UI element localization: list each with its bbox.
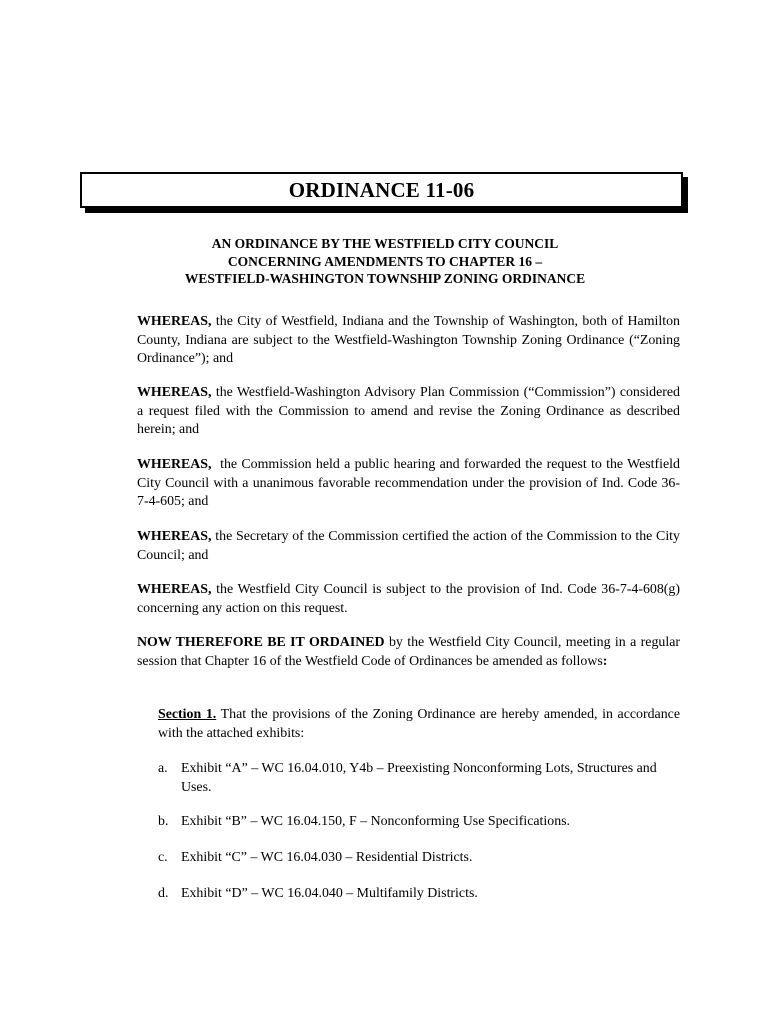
subtitle-line: AN ORDINANCE BY THE WESTFIELD CITY COUNCIL <box>211 236 559 251</box>
ordinance-subtitle <box>100 235 670 288</box>
whereas-label: WHEREAS, <box>137 457 212 472</box>
exhibit-item-d <box>158 885 680 904</box>
whereas-text: the Westfield-Washington Advisory Plan Commission (“Commission”) considered a request filed with the Commission to amend and revise the Zoning Ordinance as described herein; and <box>137 385 680 437</box>
exhibit-text: Exhibit “A” – WC 16.04.010, Y4b – Preexisting Nonconforming Lots, Structures and Uses. <box>181 761 657 795</box>
whereas-paragraph-5 <box>137 581 680 618</box>
exhibit-text: Exhibit “B” – WC 16.04.150, F – Nonconforming Use Specifications. <box>181 814 571 829</box>
subtitle-line: WESTFIELD-WASHINGTON TOWNSHIP ZONING ORDINANCE <box>184 271 586 286</box>
section-text: That the provisions of the Zoning Ordinance are hereby amended, in accordance with the attached exhibits: <box>158 707 680 741</box>
now-therefore-label: NOW THEREFORE BE IT ORDAINED <box>137 635 385 650</box>
exhibit-letter: b. <box>158 814 169 829</box>
title-box <box>80 172 683 208</box>
ordinance-title: ORDINANCE 11-06 <box>288 177 475 202</box>
whereas-label: WHEREAS, <box>137 314 212 329</box>
exhibit-item-c <box>158 849 680 868</box>
whereas-paragraph-4 <box>137 528 680 565</box>
whereas-label: WHEREAS, <box>137 385 212 400</box>
section-label: Section 1. <box>158 707 217 722</box>
now-therefore-colon: : <box>602 653 608 669</box>
whereas-paragraph-2 <box>137 384 680 440</box>
whereas-label: WHEREAS, <box>137 529 212 544</box>
section-1-paragraph <box>158 706 680 743</box>
whereas-text: the Secretary of the Commission certified the action of the Commission to the City Council; and <box>137 529 680 563</box>
whereas-text: the Westfield City Council is subject to the provision of Ind. Code 36-7-4-608(g) concerning any action on this request. <box>137 582 680 616</box>
whereas-paragraph-1 <box>137 313 680 369</box>
whereas-text: the City of Westfield, Indiana and the Township of Washington, both of Hamilton County, Indiana are subject to the Westfield-Washington Township Zoning Ordinance (“Zoning Ordinance”); and <box>137 314 680 366</box>
exhibit-item-b <box>158 813 680 832</box>
exhibit-item-a <box>158 760 680 797</box>
now-therefore-paragraph <box>137 634 680 671</box>
exhibit-letter: d. <box>158 886 169 901</box>
exhibit-letter: c. <box>158 850 168 865</box>
now-therefore-text: by the Westfield City Council, meeting in a regular session that Chapter 16 of the Westfield Code of Ordinances be amended as follows <box>137 635 680 669</box>
whereas-paragraph-3 <box>137 456 684 512</box>
exhibit-letter: a. <box>158 761 168 776</box>
subtitle-line: CONCERNING AMENDMENTS TO CHAPTER 16 – <box>227 253 543 269</box>
exhibit-text: Exhibit “D” – WC 16.04.040 – Multifamily Districts. <box>181 886 478 901</box>
whereas-label: WHEREAS, <box>137 582 212 597</box>
exhibit-text: Exhibit “C” – WC 16.04.030 – Residential Districts. <box>181 850 473 865</box>
whereas-text: the Commission held a public hearing and forwarded the request to the Westfield City Council with a unanimous favorable recommendation under the provision of Ind. Code 36-7-4-605; and <box>137 457 684 509</box>
